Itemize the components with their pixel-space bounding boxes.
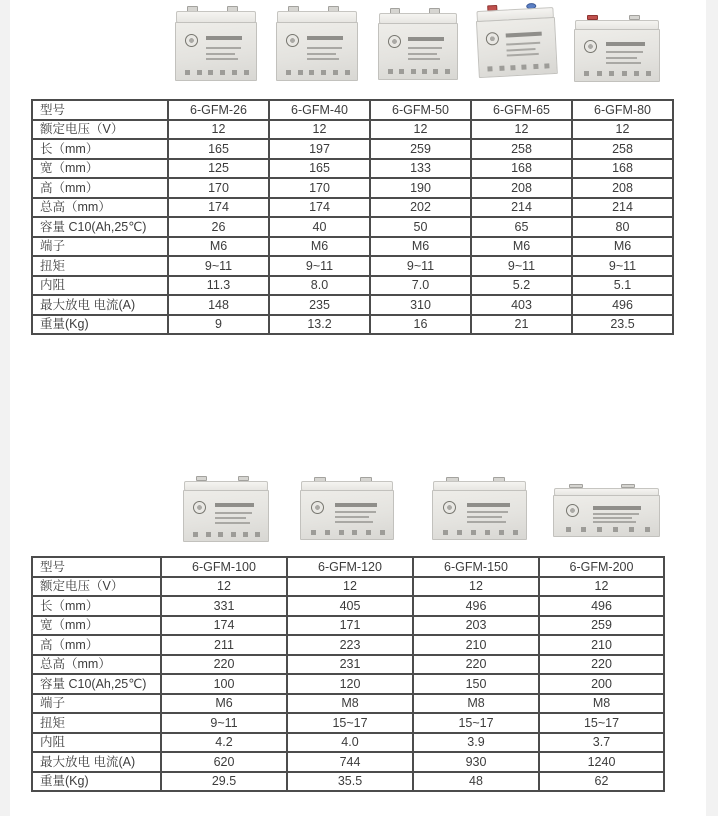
spec-value-cell: 9~11	[471, 256, 572, 276]
model-name-cell: 6-GFM-150	[413, 557, 539, 577]
spec-row	[32, 577, 664, 597]
spec-value-cell: M6	[471, 237, 572, 257]
spec-value-cell: 403	[471, 295, 572, 315]
spec-label-cell: 重量(Kg)	[32, 315, 168, 335]
spec-value-cell: 148	[168, 295, 269, 315]
spec-row	[32, 237, 673, 257]
spec-value-cell: 496	[572, 295, 673, 315]
spec-label-cell: 额定电压（V）	[32, 577, 161, 597]
spec-value-cell: 65	[471, 217, 572, 237]
spec-row	[32, 276, 673, 296]
spec-value-cell: 220	[161, 655, 287, 675]
battery-front-label	[574, 29, 660, 82]
spec-value-cell: 9~11	[161, 713, 287, 733]
spec-value-cell: 9	[168, 315, 269, 335]
spec-value-cell: 4.2	[161, 733, 287, 753]
spec-value-cell: 15~17	[413, 713, 539, 733]
battery-front-label	[276, 22, 358, 81]
spec-value-cell: 331	[161, 596, 287, 616]
battery-front-label	[175, 22, 257, 81]
label-title-bar	[307, 36, 344, 40]
model-name-cell: 6-GFM-40	[269, 100, 370, 120]
spec-value-cell: 208	[471, 178, 572, 198]
spec-value-cell: 80	[572, 217, 673, 237]
spec-label-cell: 容量 C10(Ah,25℃)	[32, 674, 161, 694]
spec-label-cell: 重量(Kg)	[32, 772, 161, 792]
battery-front-label	[476, 17, 558, 78]
label-title-bar	[408, 37, 444, 41]
page-left-margin	[0, 0, 10, 816]
spec-value-cell: 197	[269, 139, 370, 159]
spec-value-cell: 9~11	[572, 256, 673, 276]
certification-icons	[584, 71, 651, 76]
spec-row	[32, 752, 664, 772]
model-name-cell: 6-GFM-100	[161, 557, 287, 577]
battery-photo-6-GFM-80	[574, 15, 660, 82]
spec-row	[32, 217, 673, 237]
spec-value-cell: 930	[413, 752, 539, 772]
battery-front-label	[300, 490, 394, 540]
spec-value-cell: 405	[287, 596, 413, 616]
spec-value-cell: 12	[370, 120, 471, 140]
spec-label-cell: 扭矩	[32, 713, 161, 733]
certification-icons	[388, 69, 450, 74]
spec-value-cell: 35.5	[287, 772, 413, 792]
spec-value-cell: 150	[413, 674, 539, 694]
spec-label-cell: 内阻	[32, 276, 168, 296]
spec-row	[32, 256, 673, 276]
spec-label-cell: 高（mm）	[32, 635, 161, 655]
spec-value-cell: 744	[287, 752, 413, 772]
spec-value-cell: 12	[168, 120, 269, 140]
brand-logo-icon	[286, 34, 299, 47]
certification-icons	[566, 527, 650, 532]
model-name-cell: 6-GFM-120	[287, 557, 413, 577]
spec-value-cell: 259	[370, 139, 471, 159]
spec-label-cell: 长（mm）	[32, 596, 161, 616]
spec-value-cell: 29.5	[161, 772, 287, 792]
battery-front-label	[183, 490, 269, 542]
model-name-cell: 6-GFM-80	[572, 100, 673, 120]
spec-row	[32, 139, 673, 159]
spec-value-cell: 125	[168, 159, 269, 179]
label-title-bar	[335, 503, 377, 507]
spec-value-cell: 258	[471, 139, 572, 159]
spec-row	[32, 713, 664, 733]
spec-label-cell: 宽（mm）	[32, 159, 168, 179]
battery-front-label	[378, 23, 458, 80]
battery-photo-6-GFM-100	[183, 476, 269, 542]
certification-icons	[193, 532, 260, 537]
spec-value-cell: 62	[539, 772, 664, 792]
label-title-bar	[467, 503, 510, 507]
spec-value-cell: 7.0	[370, 276, 471, 296]
spec-row	[32, 655, 664, 675]
label-title-bar	[606, 42, 645, 46]
spec-value-cell: 202	[370, 198, 471, 218]
spec-label-cell: 扭矩	[32, 256, 168, 276]
certification-icons	[443, 530, 517, 535]
spec-value-cell: 170	[269, 178, 370, 198]
battery-lid	[277, 11, 357, 22]
spec-row	[32, 694, 664, 714]
spec-label-cell: 容量 C10(Ah,25℃)	[32, 217, 168, 237]
spec-label-cell: 端子	[32, 237, 168, 257]
spec-value-cell: 12	[413, 577, 539, 597]
battery-photo-6-GFM-50	[378, 8, 458, 80]
spec-value-cell: 12	[287, 577, 413, 597]
spec-value-cell: 174	[168, 198, 269, 218]
spec-row	[32, 120, 673, 140]
spec-value-cell: 165	[168, 139, 269, 159]
spec-row	[32, 178, 673, 198]
spec-value-cell: 3.9	[413, 733, 539, 753]
spec-value-cell: 496	[413, 596, 539, 616]
spec-value-cell: 171	[287, 616, 413, 636]
spec-value-cell: 170	[168, 178, 269, 198]
spec-value-cell: 16	[370, 315, 471, 335]
battery-photo-6-GFM-40	[276, 6, 358, 81]
spec-value-cell: M6	[161, 694, 287, 714]
spec-row	[32, 772, 664, 792]
spec-label-cell: 总高（mm）	[32, 655, 161, 675]
spec-value-cell: 220	[539, 655, 664, 675]
label-title-bar	[593, 506, 641, 510]
label-title-bar	[206, 36, 243, 40]
certification-icons	[286, 70, 350, 75]
spec-value-cell: 620	[161, 752, 287, 772]
spec-value-cell: 40	[269, 217, 370, 237]
brand-logo-icon	[584, 40, 597, 53]
spec-value-cell: 214	[572, 198, 673, 218]
spec-value-cell: 210	[413, 635, 539, 655]
brand-logo-icon	[443, 501, 456, 514]
spec-value-cell: 231	[287, 655, 413, 675]
label-title-bar	[506, 32, 542, 38]
model-name-cell: 6-GFM-26	[168, 100, 269, 120]
spec-value-cell: 12	[471, 120, 572, 140]
spec-value-cell: 9~11	[269, 256, 370, 276]
spec-value-cell: M6	[168, 237, 269, 257]
spec-value-cell: 496	[539, 596, 664, 616]
spec-value-cell: 15~17	[287, 713, 413, 733]
spec-value-cell: 15~17	[539, 713, 664, 733]
brand-logo-icon	[311, 501, 324, 514]
spec-value-cell: 310	[370, 295, 471, 315]
spec-row	[32, 616, 664, 636]
spec-value-cell: M8	[413, 694, 539, 714]
spec-value-cell: M8	[539, 694, 664, 714]
spec-label-cell: 长（mm）	[32, 139, 168, 159]
spec-value-cell: 50	[370, 217, 471, 237]
brand-logo-icon	[566, 504, 579, 517]
spec-value-cell: 9~11	[168, 256, 269, 276]
spec-value-cell: 12	[161, 577, 287, 597]
spec-row	[32, 733, 664, 753]
spec-value-cell: 220	[413, 655, 539, 675]
label-title-bar	[215, 503, 254, 507]
spec-value-cell: 211	[161, 635, 287, 655]
spec-value-cell: 190	[370, 178, 471, 198]
spec-value-cell: 12	[572, 120, 673, 140]
spec-value-cell: 11.3	[168, 276, 269, 296]
battery-photo-6-GFM-26	[175, 6, 257, 81]
spec-row	[32, 635, 664, 655]
spec-label-cell: 高（mm）	[32, 178, 168, 198]
page-right-margin	[706, 0, 718, 816]
model-header-row	[32, 557, 664, 577]
spec-value-cell: 5.1	[572, 276, 673, 296]
certification-icons	[311, 530, 385, 535]
spec-value-cell: 12	[539, 577, 664, 597]
certification-icons	[185, 70, 249, 75]
spec-value-cell: M8	[287, 694, 413, 714]
spec-row	[32, 198, 673, 218]
spec-value-cell: 23.5	[572, 315, 673, 335]
spec-label-cell: 宽（mm）	[32, 616, 161, 636]
spec-value-cell: M6	[269, 237, 370, 257]
spec-row	[32, 159, 673, 179]
spec-value-cell: 8.0	[269, 276, 370, 296]
spec-table-large-models	[31, 556, 665, 792]
spec-label-cell: 总高（mm）	[32, 198, 168, 218]
model-label-cell: 型号	[32, 557, 161, 577]
spec-value-cell: 200	[539, 674, 664, 694]
spec-row	[32, 315, 673, 335]
spec-value-cell: 9~11	[370, 256, 471, 276]
battery-photo-6-GFM-150	[432, 477, 527, 540]
spec-value-cell: 1240	[539, 752, 664, 772]
spec-value-cell: 174	[269, 198, 370, 218]
model-name-cell: 6-GFM-65	[471, 100, 572, 120]
spec-value-cell: 168	[471, 159, 572, 179]
spec-value-cell: 133	[370, 159, 471, 179]
brand-logo-icon	[388, 35, 401, 48]
model-name-cell: 6-GFM-200	[539, 557, 664, 577]
spec-value-cell: 210	[539, 635, 664, 655]
spec-value-cell: 258	[572, 139, 673, 159]
model-label-cell: 型号	[32, 100, 168, 120]
spec-value-cell: 203	[413, 616, 539, 636]
spec-value-cell: 223	[287, 635, 413, 655]
battery-photo-6-GFM-120	[300, 477, 394, 540]
spec-value-cell: 21	[471, 315, 572, 335]
spec-table-small-models	[31, 99, 674, 335]
spec-value-cell: 214	[471, 198, 572, 218]
brand-logo-icon	[486, 32, 500, 46]
spec-value-cell: 4.0	[287, 733, 413, 753]
spec-row	[32, 674, 664, 694]
brand-logo-icon	[193, 501, 206, 514]
spec-value-cell: 259	[539, 616, 664, 636]
battery-front-label	[553, 495, 660, 537]
spec-value-cell: 13.2	[269, 315, 370, 335]
spec-value-cell: 208	[572, 178, 673, 198]
battery-lid	[176, 11, 256, 22]
battery-photo-6-GFM-200	[553, 484, 660, 537]
model-header-row	[32, 100, 673, 120]
spec-value-cell: 48	[413, 772, 539, 792]
spec-label-cell: 最大放电 电流(A)	[32, 295, 168, 315]
spec-value-cell: 26	[168, 217, 269, 237]
spec-value-cell: 235	[269, 295, 370, 315]
spec-value-cell: 120	[287, 674, 413, 694]
battery-photo-6-GFM-65	[475, 2, 558, 78]
spec-value-cell: 168	[572, 159, 673, 179]
spec-label-cell: 内阻	[32, 733, 161, 753]
spec-value-cell: 5.2	[471, 276, 572, 296]
spec-value-cell: 174	[161, 616, 287, 636]
spec-value-cell: M6	[370, 237, 471, 257]
model-name-cell: 6-GFM-50	[370, 100, 471, 120]
spec-label-cell: 端子	[32, 694, 161, 714]
spec-row	[32, 295, 673, 315]
spec-value-cell: M6	[572, 237, 673, 257]
spec-value-cell: 100	[161, 674, 287, 694]
spec-value-cell: 165	[269, 159, 370, 179]
certification-icons	[488, 63, 550, 71]
battery-front-label	[432, 490, 527, 540]
spec-value-cell: 12	[269, 120, 370, 140]
brand-logo-icon	[185, 34, 198, 47]
spec-label-cell: 最大放电 电流(A)	[32, 752, 161, 772]
spec-label-cell: 额定电压（V）	[32, 120, 168, 140]
spec-row	[32, 596, 664, 616]
spec-value-cell: 3.7	[539, 733, 664, 753]
